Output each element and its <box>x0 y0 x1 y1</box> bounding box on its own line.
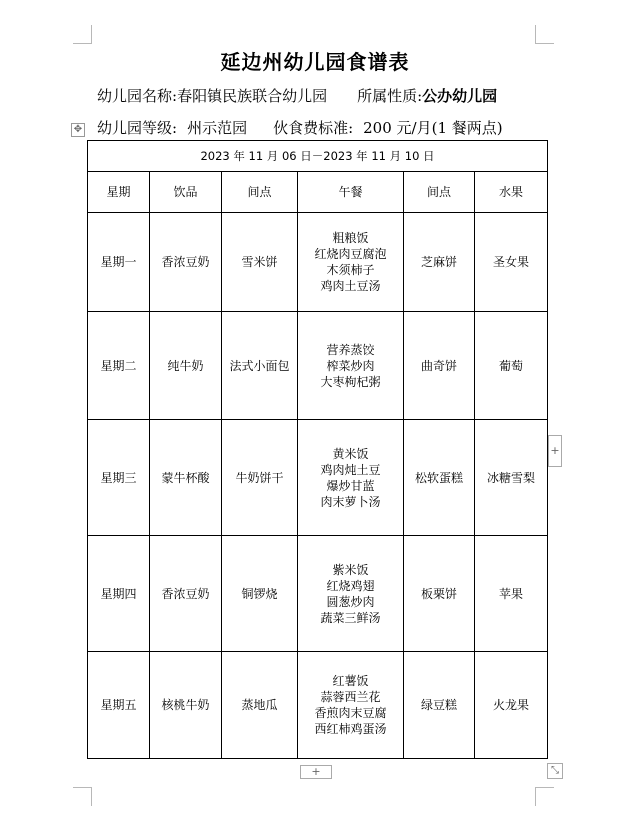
lunch-item: 木须柿子 <box>326 263 375 277</box>
info-line-1 <box>97 85 497 106</box>
snack2-cell[interactable]: 芝麻饼 <box>404 213 475 312</box>
snack1-cell[interactable]: 铜锣烧 <box>222 536 298 652</box>
add-row-icon[interactable]: + <box>300 765 332 779</box>
table-move-handle-icon[interactable]: ✥ <box>71 123 85 137</box>
lunch-item: 鸡肉炖土豆 <box>320 462 381 477</box>
lunch-cell[interactable] <box>298 213 404 312</box>
fee-value: 200 元/月(1 餐两点) <box>363 119 503 137</box>
snack2-cell[interactable]: 绿豆糕 <box>404 652 475 759</box>
lunch-item: 粗粮饭 <box>332 231 369 245</box>
drink-cell[interactable]: 蒙牛杯酸 <box>150 420 222 536</box>
lunch-item: 西红柿鸡蛋汤 <box>314 722 387 736</box>
lunch-item: 红烧肉豆腐泡 <box>314 247 387 261</box>
lunch-item: 蒜蓉西兰花 <box>320 690 381 704</box>
fruit-cell[interactable]: 葡萄 <box>475 312 548 420</box>
fee-label: 伙食费标准: <box>273 119 354 137</box>
drink-cell[interactable]: 核桃牛奶 <box>150 652 222 759</box>
drink-cell[interactable]: 纯牛奶 <box>150 312 222 420</box>
day-cell[interactable]: 星期一 <box>88 213 150 312</box>
fruit-cell[interactable]: 圣女果 <box>475 213 548 312</box>
table-row <box>88 652 548 759</box>
fruit-cell[interactable]: 火龙果 <box>475 652 548 759</box>
lunch-item: 营养蒸饺 <box>326 342 375 357</box>
drink-cell[interactable]: 香浓豆奶 <box>150 536 222 652</box>
lunch-cell[interactable] <box>298 312 404 420</box>
lunch-cell[interactable] <box>298 420 404 536</box>
lunch-item: 黄米饭 <box>332 446 369 461</box>
lunch-item: 紫米饭 <box>332 562 369 577</box>
menu-table <box>87 140 548 759</box>
day-cell[interactable]: 星期二 <box>88 312 150 420</box>
crop-mark-top-right <box>535 25 554 44</box>
day-cell[interactable]: 星期四 <box>88 536 150 652</box>
snack2-cell[interactable]: 曲奇饼 <box>404 312 475 420</box>
lunch-cell[interactable] <box>298 536 404 652</box>
header-fruit[interactable]: 水果 <box>475 172 548 213</box>
snack1-cell[interactable]: 蒸地瓜 <box>222 652 298 759</box>
lunch-item: 大枣枸杞粥 <box>320 374 381 389</box>
level-value: 州示范园 <box>187 119 248 137</box>
day-cell[interactable]: 星期五 <box>88 652 150 759</box>
date-range-cell[interactable]: 2023 年 11 月 06 日－2023 年 11 月 10 日 <box>88 141 548 172</box>
header-row <box>88 172 548 213</box>
table-row <box>88 420 548 536</box>
kindergarten-name-label: 幼儿园名称: <box>97 87 178 105</box>
level-label: 幼儿园等级: <box>97 119 178 137</box>
snack2-cell[interactable]: 板栗饼 <box>404 536 475 652</box>
info-line-2 <box>97 117 503 138</box>
document-title: 延边州幼儿园食谱表 <box>220 50 410 74</box>
header-lunch[interactable]: 午餐 <box>298 172 404 213</box>
table-resize-icon[interactable]: ⤡ <box>547 763 563 779</box>
lunch-cell[interactable] <box>298 652 404 759</box>
date-row <box>88 141 548 172</box>
header-day[interactable]: 星期 <box>88 172 150 213</box>
nature-value: 公办幼儿园 <box>422 87 498 105</box>
lunch-item: 红薯饭 <box>332 674 369 688</box>
crop-mark-bottom-right <box>535 787 554 806</box>
header-snack-1[interactable]: 间点 <box>222 172 298 213</box>
lunch-item: 肉末萝卜汤 <box>320 494 381 509</box>
fruit-cell[interactable]: 冰糖雪梨 <box>475 420 548 536</box>
table-row <box>88 536 548 652</box>
lunch-item: 鸡肉土豆汤 <box>320 279 381 293</box>
drink-cell[interactable]: 香浓豆奶 <box>150 213 222 312</box>
fruit-cell[interactable]: 苹果 <box>475 536 548 652</box>
lunch-item: 红烧鸡翅 <box>326 578 375 593</box>
add-column-icon[interactable]: + <box>548 435 562 467</box>
table-row <box>88 213 548 312</box>
table-row <box>88 312 548 420</box>
crop-mark-bottom-left <box>73 787 92 806</box>
header-drink[interactable]: 饮品 <box>150 172 222 213</box>
nature-label: 所属性质: <box>357 87 423 105</box>
day-cell[interactable]: 星期三 <box>88 420 150 536</box>
snack1-cell[interactable]: 雪米饼 <box>222 213 298 312</box>
header-snack-2[interactable]: 间点 <box>404 172 475 213</box>
lunch-item: 圆葱炒肉 <box>326 594 375 609</box>
lunch-item: 蔬菜三鲜汤 <box>320 610 381 625</box>
lunch-item: 爆炒甘蓝 <box>326 478 375 493</box>
crop-mark-top-left <box>73 25 92 44</box>
snack2-cell[interactable]: 松软蛋糕 <box>404 420 475 536</box>
lunch-item: 香煎肉末豆腐 <box>314 706 387 720</box>
snack1-cell[interactable]: 法式小面包 <box>222 312 298 420</box>
lunch-item: 榨菜炒肉 <box>326 358 375 373</box>
snack1-cell[interactable]: 牛奶饼干 <box>222 420 298 536</box>
kindergarten-name-value: 春阳镇民族联合幼儿园 <box>177 87 328 105</box>
